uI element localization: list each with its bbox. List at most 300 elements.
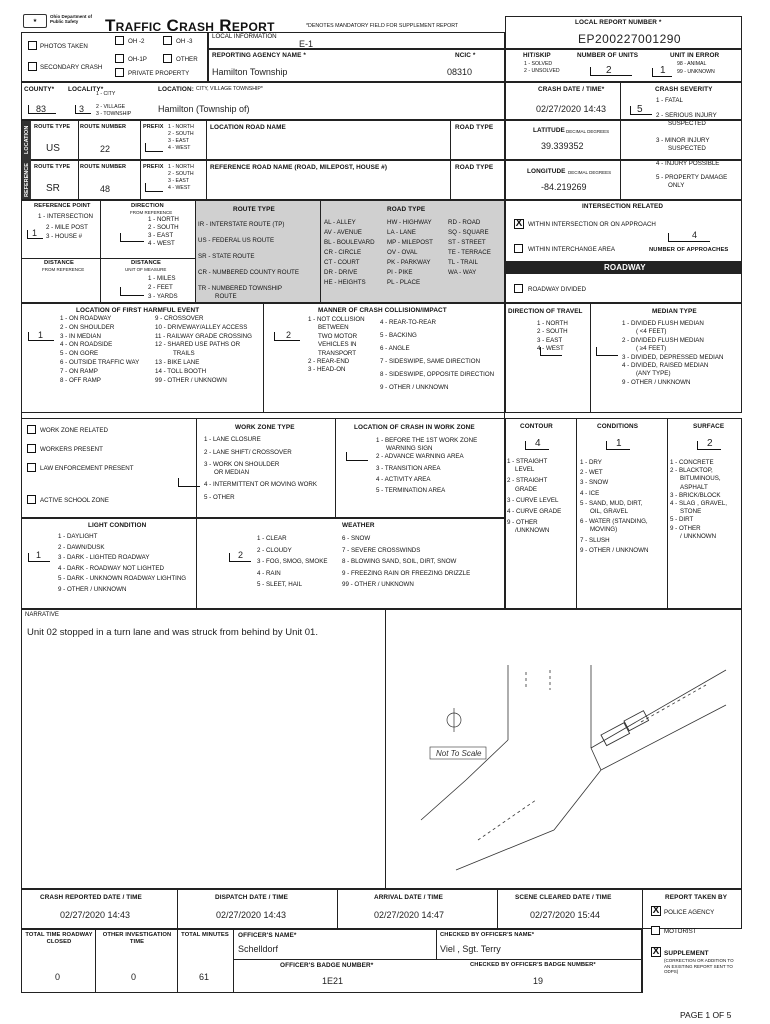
locality-value: 3 bbox=[79, 104, 85, 114]
distance-unit-opt-1: 1 - MILES bbox=[148, 275, 176, 282]
fh-on-roadway: 1 - ON ROADWAY bbox=[60, 315, 112, 322]
direction-opt-3: 3 - EAST bbox=[148, 232, 174, 239]
oh1p-checkbox[interactable] bbox=[115, 54, 124, 63]
wzl-advance: 2 - ADVANCE WARNING AREA bbox=[376, 453, 464, 461]
wzl-warning-sign: WARNING SIGN bbox=[386, 445, 433, 453]
num-approaches-label: NUMBER OF APPROACHES bbox=[649, 247, 729, 253]
median-flush-ge4: 2 - DIVIDED FLUSH MEDIAN bbox=[622, 336, 704, 344]
loc-road-label: LOCATION ROAD NAME bbox=[210, 124, 286, 131]
manner-rear-end: 2 - REAR-END bbox=[308, 358, 350, 366]
surf-stone: STONE bbox=[680, 508, 702, 516]
photos-taken-checkbox[interactable] bbox=[28, 41, 37, 50]
route-type-header: ROUTE TYPE bbox=[233, 206, 275, 213]
distance-unit-sub: UNIT OF MEASURE bbox=[125, 267, 167, 272]
light-dark-unknown: 5 - DARK - UNKNOWN ROADWAY LIGHTING bbox=[58, 575, 187, 582]
cond-snow: 3 - SNOW bbox=[580, 479, 609, 487]
location-label: LOCATION: bbox=[158, 86, 194, 93]
cond-other: 9 - OTHER / UNKNOWN bbox=[580, 546, 649, 554]
wzl-transition: 3 - TRANSITION AREA bbox=[376, 464, 441, 472]
weather-blowing: 8 - BLOWING SAND, SOIL, DIRT, SNOW bbox=[342, 558, 457, 565]
manner-vehicles-in: VEHICLES IN bbox=[318, 341, 357, 349]
odps-logo: ★ bbox=[23, 14, 47, 28]
direction-label: DIRECTION bbox=[131, 203, 164, 209]
longitude-label: LONGITUDE bbox=[527, 168, 566, 175]
ref-point-value: 1 bbox=[32, 228, 38, 238]
road-type-sq: SQ - SQUARE bbox=[448, 229, 489, 236]
road-type-pl: PL - PLACE bbox=[387, 279, 421, 286]
latitude-label: LATITUDE bbox=[533, 127, 565, 134]
manner-value: 2 bbox=[286, 330, 292, 340]
within-interchange-checkbox[interactable] bbox=[514, 244, 523, 253]
severity-opt-4: 4 - INJURY POSSIBLE bbox=[656, 160, 720, 167]
distance-unit-opt-3: 3 - YARDS bbox=[148, 293, 178, 300]
total-time-label: TOTAL TIME ROADWAY CLOSED bbox=[25, 932, 93, 945]
law-enforcement-checkbox[interactable] bbox=[27, 463, 36, 472]
manner-backing: 5 - BACKING bbox=[380, 332, 417, 339]
cond-ice: 4 - ICE bbox=[580, 489, 600, 497]
fh-on-roadside: 4 - ON ROADSIDE bbox=[60, 341, 113, 349]
photos-taken-label: PHOTOS TAKEN bbox=[40, 43, 88, 50]
hitskip-label: HIT/SKIP bbox=[523, 52, 551, 59]
manner-other: 9 - OTHER / UNKNOWN bbox=[380, 384, 449, 391]
oh1p-label: OH-1P bbox=[128, 56, 147, 63]
locality-label: LOCALITY* bbox=[68, 86, 104, 93]
weather-col1 bbox=[257, 533, 327, 591]
loc-prefix-opt-2: 2 - SOUTH bbox=[168, 131, 194, 137]
wzl-activity: 4 - ACTIVITY AREA bbox=[376, 475, 431, 483]
manner-sideswipe-same: 7 - SIDESWIPE, SAME DIRECTION bbox=[380, 358, 481, 365]
supplement-checkbox[interactable]: X bbox=[652, 946, 660, 957]
manner-not-collision: 1 - NOT COLLISION bbox=[308, 316, 365, 323]
side-label-location: LOCATION bbox=[24, 125, 30, 154]
ncic-value: 08310 bbox=[447, 67, 473, 77]
ref-road-label: REFERENCE ROAD NAME (ROAD, MILEPOST, HOUSE #) bbox=[210, 164, 388, 171]
locality-opt-3: 3 - TOWNSHIP bbox=[96, 111, 132, 117]
light-label: LIGHT CONDITION bbox=[88, 522, 147, 529]
road-type-pi: PI - PIKE bbox=[387, 269, 413, 276]
road-type-hw: HW - HIGHWAY bbox=[387, 219, 432, 226]
arrival-value: 02/27/2020 14:47 bbox=[374, 910, 445, 920]
police-agency-label: POLICE AGENCY bbox=[664, 909, 715, 916]
fh-other: 99 - OTHER / UNKNOWN bbox=[155, 376, 227, 384]
severity-opt-3: 3 - MINOR INJURY bbox=[656, 137, 710, 144]
severity-opt-3b: SUSPECTED bbox=[668, 145, 706, 152]
fh-bike-lane: 13 - BIKE LANE bbox=[155, 358, 200, 366]
median-raised: 4 - DIVIDED, RAISED MEDIAN bbox=[622, 362, 709, 370]
location-value: Hamilton (Township of) bbox=[158, 104, 250, 114]
surf-concrete: 1 - CONCRETE bbox=[670, 459, 714, 466]
contour-grade: GRADE bbox=[515, 485, 538, 493]
route-type-us: US - FEDERAL US ROUTE bbox=[198, 237, 275, 244]
cond-dry: 1 - DRY bbox=[580, 459, 602, 466]
local-report-number: EP200227001290 bbox=[578, 32, 682, 46]
side-label-reference: REFERENCE bbox=[24, 163, 30, 197]
first-harmful-col1 bbox=[60, 315, 139, 385]
contour-label: CONTOUR bbox=[520, 423, 553, 430]
latitude-sub: DECIMAL DEGREES bbox=[566, 129, 610, 134]
wz-other: 5 - OTHER bbox=[204, 494, 235, 501]
police-agency-checkbox[interactable]: X bbox=[652, 905, 660, 916]
median-lt4: ( <4 FEET) bbox=[636, 328, 667, 336]
loc-prefix-opt-1: 1 - NORTH bbox=[168, 124, 194, 130]
longitude-sub: DECIMAL DEGREES bbox=[568, 170, 612, 175]
road-type-te: TE - TERRACE bbox=[448, 249, 491, 256]
route-type-sr: SR - STATE ROUTE bbox=[198, 253, 255, 260]
manner-rear-to-rear: 4 - REAR-TO-REAR bbox=[380, 319, 436, 326]
badge-value: 1E21 bbox=[322, 976, 344, 986]
county-label: COUNTY* bbox=[24, 86, 55, 93]
median-flush-lt4: 1 - DIVIDED FLUSH MEDIAN bbox=[622, 320, 704, 327]
unit-error-opt-1: 98 - ANIMAL bbox=[677, 61, 707, 67]
ref-prefix-opt-4: 4 - WEST bbox=[168, 185, 191, 191]
contour-curve-grade: 4 - CURVE GRADE bbox=[507, 508, 562, 516]
other-time-value: 0 bbox=[131, 972, 137, 982]
cond-water: 6 - WATER (STANDING, bbox=[580, 518, 648, 526]
median-depressed: 3 - DIVIDED, DEPRESSED MEDIAN bbox=[622, 353, 724, 361]
num-units-value: 2 bbox=[606, 65, 612, 76]
surface-opts bbox=[670, 459, 727, 541]
cond-slush: 7 - SLUSH bbox=[580, 536, 610, 544]
officer-name-label: OFFICER'S NAME* bbox=[238, 932, 297, 939]
agency-value: Hamilton Township bbox=[212, 67, 288, 77]
wz-shoulder: 3 - WORK ON SHOULDER bbox=[204, 461, 280, 468]
workzone-related-checkbox[interactable] bbox=[27, 425, 36, 434]
within-intersection-checkbox[interactable]: X bbox=[515, 218, 523, 229]
agency-label: REPORTING AGENCY NAME * bbox=[212, 52, 306, 59]
wz-lane-shift: 2 - LANE SHIFT/ CROSSOVER bbox=[204, 449, 292, 456]
distance-unit-label: DISTANCE bbox=[131, 260, 161, 266]
distance-unit-opt-2: 2 - FEET bbox=[148, 284, 173, 291]
fh-in-median: 3 - IN MEDIAN bbox=[60, 332, 101, 340]
road-type-dr: DR - DRIVE bbox=[324, 269, 358, 276]
road-type-rd: RD - ROAD bbox=[448, 219, 481, 226]
direction-opt-1: 1 - NORTH bbox=[148, 216, 179, 223]
distance-label: DISTANCE bbox=[44, 260, 74, 266]
dir-west: 4 - WEST bbox=[537, 345, 564, 353]
conditions-value: 1 bbox=[616, 438, 622, 449]
contour-other: 9 - OTHER bbox=[507, 519, 538, 527]
dept-name: Ohio Department of Public Safety bbox=[50, 14, 93, 24]
arrival-label: ARRIVAL DATE / TIME bbox=[374, 894, 443, 901]
severity-opt-2b: SUSPECTED bbox=[668, 120, 706, 127]
local-report-label: LOCAL REPORT NUMBER * bbox=[575, 19, 662, 26]
officer-name-value: Schelldorf bbox=[238, 944, 279, 954]
ncic-label: NCIC * bbox=[455, 52, 476, 59]
workzone-type-opts bbox=[204, 435, 317, 503]
road-types-col1 bbox=[324, 218, 375, 288]
surf-unknown: / UNKNOWN bbox=[680, 532, 717, 540]
fh-railway: 11 - RAILWAY GRADE CROSSING bbox=[155, 332, 252, 340]
manner-between: BETWEEN bbox=[318, 324, 349, 332]
dir-travel-label: DIRECTION OF TRAVEL bbox=[508, 308, 583, 315]
motorist-checkbox[interactable] bbox=[651, 926, 660, 935]
road-type-cr: CR - CIRCLE bbox=[324, 249, 362, 256]
local-info-label: LOCAL INFORMATION bbox=[212, 33, 277, 40]
not-to-scale-label: Not To Scale bbox=[436, 749, 482, 758]
weather-crosswinds: 7 - SEVERE CROSSWINDS bbox=[342, 546, 421, 554]
road-types-col2 bbox=[387, 218, 433, 288]
fh-shared-use: 12 - SHARED USE PATHS OR bbox=[155, 341, 241, 349]
manner-col1 bbox=[308, 316, 365, 375]
weather-sleet: 5 - SLEET, HAIL bbox=[257, 581, 303, 588]
location-sub: CITY, VILLAGE TOWNSHIP* bbox=[196, 86, 263, 92]
median-any: (ANY TYPE) bbox=[636, 370, 671, 378]
severity-opt-2: 2 - SERIOUS INJURY bbox=[656, 112, 717, 119]
secondary-crash-label: SECONDARY CRASH bbox=[40, 64, 103, 71]
road-types-col3 bbox=[448, 218, 491, 278]
private-property-checkbox[interactable] bbox=[115, 68, 124, 77]
road-type-header: ROAD TYPE bbox=[387, 206, 426, 213]
locality-opt-1: 1 - CITY bbox=[96, 91, 116, 97]
road-type-pk: PK - PARKWAY bbox=[387, 259, 431, 266]
workzone-type-label: WORK ZONE TYPE bbox=[235, 424, 295, 431]
manner-col2 bbox=[380, 316, 494, 394]
ref-route-number-label: ROUTE NUMBER bbox=[80, 164, 127, 170]
checked-badge-label: CHECKED BY OFFICER'S BADGE NUMBER* bbox=[470, 962, 596, 968]
weather-cloudy: 2 - CLOUDY bbox=[257, 546, 292, 554]
contour-level: LEVEL bbox=[515, 466, 535, 474]
weather-fog: 3 - FOG, SMOG, SMOKE bbox=[257, 558, 328, 565]
longitude-value: -84.219269 bbox=[541, 182, 587, 192]
workers-present-checkbox[interactable] bbox=[27, 444, 36, 453]
light-other: 9 - OTHER / UNKNOWN bbox=[58, 585, 127, 593]
median-other: 9 - OTHER / UNKNOWN bbox=[622, 378, 691, 386]
total-time-value: 0 bbox=[55, 972, 61, 982]
road-type-bl: BL - BOULEVARD bbox=[324, 239, 375, 246]
route-type-tr: TR - NUMBERED TOWNSHIP bbox=[198, 285, 282, 292]
surf-asphalt: ASPHALT bbox=[680, 483, 708, 491]
crash-date-value: 02/27/2020 14:43 bbox=[536, 104, 607, 114]
hitskip-opt-1: 1 - SOLVED bbox=[524, 61, 553, 67]
contour-value: 4 bbox=[535, 438, 541, 449]
loc-prefix-label: PREFIX bbox=[143, 124, 164, 130]
badge-label: OFFICER'S BADGE NUMBER* bbox=[280, 962, 374, 969]
cond-moving: MOVING) bbox=[590, 526, 618, 534]
fh-off-ramp: 8 - OFF RAMP bbox=[60, 376, 101, 384]
contour-opts bbox=[507, 458, 561, 536]
county-value: 83 bbox=[36, 104, 47, 114]
within-interchange-label: WITHIN INTERCHANGE AREA bbox=[528, 246, 615, 253]
weather-label: WEATHER bbox=[342, 522, 375, 529]
num-approaches-value: 4 bbox=[692, 230, 698, 240]
secondary-crash-checkbox[interactable] bbox=[28, 62, 37, 71]
dir-south: 2 - SOUTH bbox=[537, 328, 568, 336]
roadway-divided-label: ROADWAY DIVIDED bbox=[528, 286, 586, 293]
severity-opt-5: 5 - PROPERTY DAMAGE bbox=[656, 174, 728, 181]
route-type-cr: CR - NUMBERED COUNTY ROUTE bbox=[198, 269, 299, 276]
manner-sideswipe-opposite: 8 - SIDESWIPE, OPPOSITE DIRECTION bbox=[380, 371, 495, 378]
weather-value: 2 bbox=[238, 550, 244, 560]
road-type-ov: OV - OVAL bbox=[387, 249, 418, 256]
surf-blacktop: 2 - BLACKTOP, bbox=[670, 467, 713, 475]
workzone-related-label: WORK ZONE RELATED bbox=[40, 427, 108, 434]
weather-col2 bbox=[342, 533, 470, 591]
road-type-al: AL - ALLEY bbox=[324, 219, 356, 226]
loc-route-number-value: 22 bbox=[100, 144, 111, 154]
ref-prefix-opt-1: 1 - NORTH bbox=[168, 164, 194, 170]
first-harmful-value: 1 bbox=[38, 330, 44, 340]
light-dawn: 2 - DAWN/DUSK bbox=[58, 543, 105, 551]
reported-label: CRASH REPORTED DATE / TIME bbox=[40, 894, 142, 901]
road-type-ct: CT - COURT bbox=[324, 259, 360, 266]
manner-label: MANNER OF CRASH COLLISION/IMPACT bbox=[318, 307, 447, 314]
school-zone-label: ACTIVE SCHOOL ZONE bbox=[40, 497, 109, 504]
median-opts bbox=[622, 320, 723, 387]
page-number: PAGE 1 OF 5 bbox=[680, 1010, 732, 1020]
oh3-label: OH -3 bbox=[176, 38, 193, 45]
direction-opt-4: 4 - WEST bbox=[148, 240, 175, 247]
mandatory-note: *DENOTES MANDATORY FIELD FOR SUPPLEMENT REPORT bbox=[306, 23, 459, 29]
within-intersection-label: WITHIN INTERSECTION OR ON APPROACH bbox=[528, 221, 656, 228]
ref-prefix-opt-3: 3 - EAST bbox=[168, 178, 190, 184]
light-dark-not-lighted: 4 - DARK - ROADWAY NOT LIGHTED bbox=[58, 564, 165, 572]
dir-east: 3 - EAST bbox=[537, 336, 563, 344]
unit-error-opt-2: 99 - UNKNOWN bbox=[677, 69, 715, 75]
light-dark-lighted: 3 - DARK - LIGHTED ROADWAY bbox=[58, 554, 150, 561]
road-type-st: ST - STREET bbox=[448, 239, 486, 246]
surf-brick: 3 - BRICK/BLOCK bbox=[670, 491, 721, 499]
fh-toll-booth: 14 - TOLL BOOTH bbox=[155, 367, 207, 375]
ref-point-opt-1: 1 - INTERSECTION bbox=[38, 213, 94, 220]
other-checkbox[interactable] bbox=[163, 54, 172, 63]
other-time-label: OTHER INVESTIGATION TIME bbox=[102, 932, 172, 945]
ref-point-opt-2: 2 - MILE POST bbox=[46, 224, 88, 231]
other-label: OTHER bbox=[176, 56, 198, 63]
severity-opt-5b: ONLY bbox=[668, 182, 685, 189]
loc-route-number-label: ROUTE NUMBER bbox=[80, 124, 127, 130]
conditions-label: CONDITIONS bbox=[597, 423, 639, 430]
reported-value: 02/27/2020 14:43 bbox=[60, 910, 131, 920]
direction-opt-2: 2 - SOUTH bbox=[148, 224, 179, 231]
motorist-label: MOTORIST bbox=[664, 928, 697, 935]
cleared-value: 02/27/2020 15:44 bbox=[530, 910, 601, 920]
surf-dirt: 5 - DIRT bbox=[670, 516, 694, 524]
ref-road-type-label: ROAD TYPE bbox=[455, 164, 494, 171]
unit-error-label: UNIT IN ERROR bbox=[670, 52, 720, 59]
light-opts bbox=[58, 532, 186, 595]
wzl-termination: 5 - TERMINATION AREA bbox=[376, 487, 446, 495]
narrative-label: NARRATIVE bbox=[25, 612, 59, 618]
ref-point-opt-3: 3 - HOUSE # bbox=[46, 233, 83, 240]
checked-name-value: Viel , Sgt. Terry bbox=[440, 944, 501, 954]
road-type-tl: TL - TRAIL bbox=[448, 259, 478, 266]
contour-curve-level: 3 - CURVE LEVEL bbox=[507, 496, 559, 504]
dir-travel-opts bbox=[537, 320, 568, 354]
manner-head-on: 3 - HEAD-ON bbox=[308, 366, 346, 374]
light-daylight: 1 - DAYLIGHT bbox=[58, 533, 98, 540]
ref-prefix-opt-2: 2 - SOUTH bbox=[168, 171, 194, 177]
road-type-wa: WA - WAY bbox=[448, 269, 477, 276]
fh-trails: TRAILS bbox=[173, 350, 195, 358]
wz-median: OR MEDIAN bbox=[214, 469, 250, 476]
oh3-checkbox[interactable] bbox=[163, 36, 172, 45]
loc-road-type-label: ROAD TYPE bbox=[455, 124, 494, 131]
school-zone-checkbox[interactable] bbox=[27, 495, 36, 504]
narrative-text: Unit 02 stopped in a turn lane and was struck from behind by Unit 01. bbox=[27, 627, 318, 638]
road-type-av: AV - AVENUE bbox=[324, 229, 362, 236]
median-ge4: ( ≥4 FEET) bbox=[636, 345, 667, 353]
cond-sand: 5 - SAND, MUD, DIRT, bbox=[580, 499, 643, 507]
roadway-divided-checkbox[interactable] bbox=[514, 284, 523, 293]
distance-sub: FROM REFERENCE bbox=[42, 267, 85, 272]
fh-driveway: 10 - DRIVEWAY/ALLEY ACCESS bbox=[155, 323, 248, 331]
workzone-loc-label: LOCATION OF CRASH IN WORK ZONE bbox=[354, 424, 475, 431]
fh-on-gore: 5 - ON GORE bbox=[60, 350, 99, 358]
intersection-related-label: INTERSECTION RELATED bbox=[582, 203, 664, 210]
dir-north: 1 - NORTH bbox=[537, 320, 568, 327]
oh2-checkbox[interactable] bbox=[115, 36, 124, 45]
manner-transport: TRANSPORT bbox=[318, 349, 357, 357]
workers-present-label: WORKERS PRESENT bbox=[40, 446, 103, 453]
checked-badge-value: 19 bbox=[533, 976, 544, 986]
local-info-value: E-1 bbox=[299, 39, 314, 49]
supplement-label: SUPPLEMENT bbox=[664, 950, 709, 957]
surf-slag: 4 - SLAG , GRAVEL, bbox=[670, 500, 727, 508]
crash-date-label: CRASH DATE / TIME* bbox=[538, 86, 605, 93]
loc-prefix-opt-4: 4 - WEST bbox=[168, 145, 191, 151]
wz-intermittent: 4 - INTERMITTENT OR MOVING WORK bbox=[204, 481, 317, 488]
cond-wet: 2 - WET bbox=[580, 469, 603, 477]
weather-freezing: 9 - FREEZING RAIN OR FREEZING DRIZZLE bbox=[342, 569, 471, 577]
direction-sub: FROM REFERENCE bbox=[130, 210, 173, 215]
crash-severity-value: 5 bbox=[637, 104, 643, 115]
ref-route-type-label: ROUTE TYPE bbox=[34, 164, 71, 170]
weather-clear: 1 - CLEAR bbox=[257, 535, 287, 542]
hitskip-opt-2: 2 - UNSOLVED bbox=[524, 68, 560, 74]
fh-outside-trafficway: 6 - OUTSIDE TRAFFIC WAY bbox=[60, 358, 140, 366]
law-enforcement-label: LAW ENFORCEMENT PRESENT bbox=[40, 465, 134, 472]
form-title: Traffic Crash Report bbox=[105, 16, 275, 35]
weather-other: 99 - OTHER / UNKNOWN bbox=[342, 581, 414, 588]
loc-route-type-label: ROUTE TYPE bbox=[34, 124, 71, 130]
severity-opt-1: 1 - FATAL bbox=[656, 97, 683, 104]
ref-route-type-value: SR bbox=[46, 183, 60, 194]
fh-on-ramp: 7 - ON RAMP bbox=[60, 367, 98, 375]
manner-angle: 6 - ANGLE bbox=[380, 345, 410, 352]
num-units-label: NUMBER OF UNITS bbox=[577, 52, 639, 59]
first-harmful-col2 bbox=[155, 315, 252, 385]
north-arrow bbox=[447, 708, 461, 732]
manner-two-motor: TWO MOTOR bbox=[318, 332, 358, 340]
unit-error-value: 1 bbox=[660, 65, 666, 76]
surface-label: SURFACE bbox=[693, 423, 725, 430]
wzl-before: 1 - BEFORE THE 1ST WORK ZONE bbox=[376, 437, 478, 444]
wz-lane-closure: 1 - LANE CLOSURE bbox=[204, 436, 261, 443]
surf-bituminous: BITUMINOUS, bbox=[680, 475, 721, 483]
contour-straight-level: 1 - STRAIGHT bbox=[507, 458, 548, 465]
route-type-ir: IR - INTERSTATE ROUTE (TP) bbox=[198, 221, 285, 228]
dispatch-label: DISPATCH DATE / TIME bbox=[215, 894, 289, 901]
latitude-value: 39.339352 bbox=[541, 141, 584, 151]
total-minutes-label: TOTAL MINUTES bbox=[181, 932, 229, 938]
ref-point-label: REFERENCE POINT bbox=[34, 203, 91, 209]
private-property-label: PRIVATE PROPERTY bbox=[128, 70, 190, 77]
fh-crossover: 9 - CROSSOVER bbox=[155, 315, 204, 322]
report-taken-label: REPORT TAKEN BY bbox=[665, 894, 728, 901]
contour-unknown: /UNKNOWN bbox=[515, 527, 550, 535]
route-type-tr-b: ROUTE bbox=[215, 293, 237, 300]
contour-straight-grade: 2 - STRAIGHT bbox=[507, 477, 548, 485]
median-label: MEDIAN TYPE bbox=[652, 308, 697, 315]
total-minutes-value: 61 bbox=[199, 972, 210, 982]
weather-rain: 4 - RAIN bbox=[257, 569, 281, 577]
road-type-he: HE - HEIGHTS bbox=[324, 279, 366, 286]
weather-snow: 6 - SNOW bbox=[342, 535, 371, 542]
surface-value: 2 bbox=[707, 438, 713, 449]
oh2-label: OH -2 bbox=[128, 38, 145, 45]
crash-severity-label: CRASH SEVERITY bbox=[655, 86, 713, 93]
locality-opt-2: 2 - VILLAGE bbox=[96, 104, 126, 110]
